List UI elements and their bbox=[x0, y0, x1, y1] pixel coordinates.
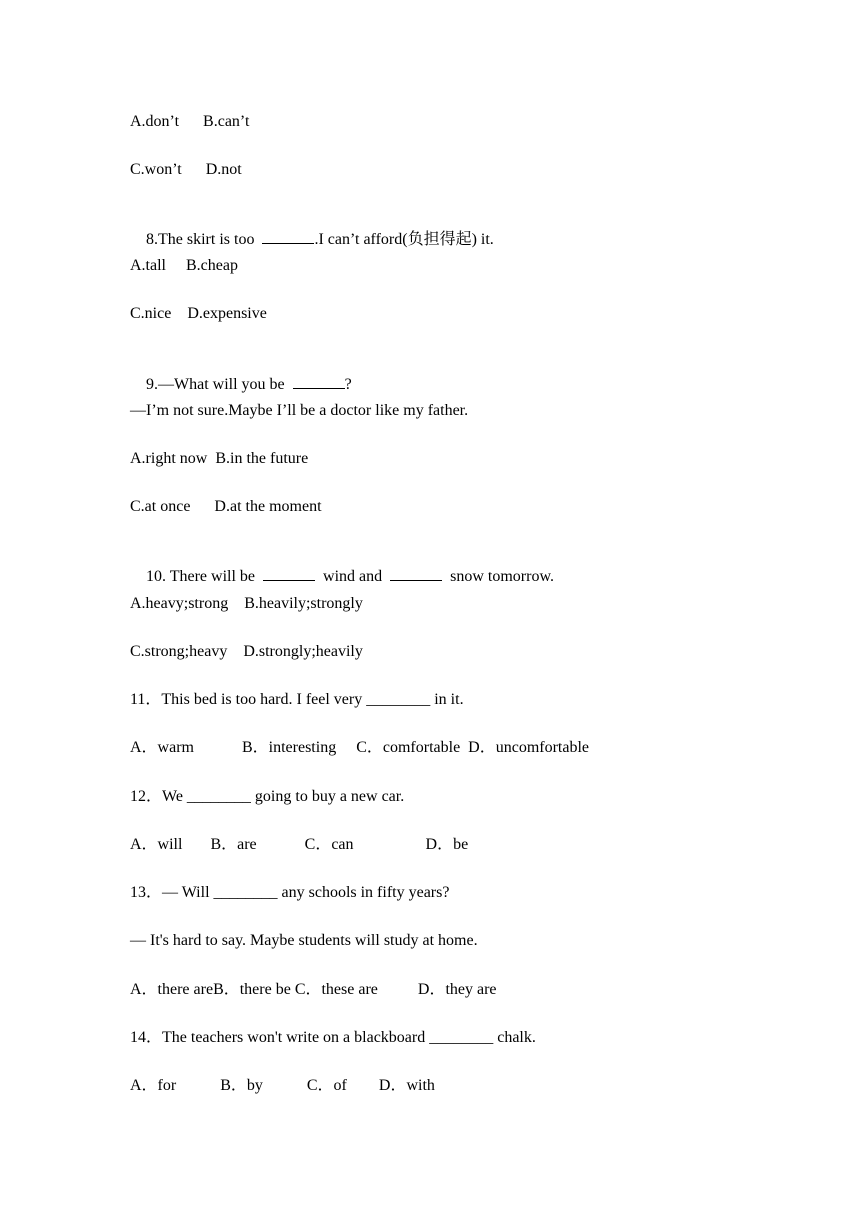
answer-blank bbox=[263, 565, 315, 581]
question-8 bbox=[130, 208, 494, 248]
q9-options-ab: A.right now B.in the future bbox=[130, 450, 309, 467]
q7-options-ab: A.don’t B.can’t bbox=[130, 113, 250, 130]
q13-options: A．there areB．there be C．these are D．they are bbox=[130, 981, 497, 998]
question-12: 12．We ________ going to buy a new car. bbox=[130, 788, 405, 805]
question-9 bbox=[130, 353, 352, 393]
q8-options-ab: A.tall B.cheap bbox=[130, 257, 238, 274]
q10-options-cd: C.strong;heavy D.strongly;heavily bbox=[130, 643, 363, 660]
answer-blank bbox=[293, 373, 345, 389]
q14-options: A．for B．by C．of D．with bbox=[130, 1077, 435, 1094]
q9-options-cd: C.at once D.at the moment bbox=[130, 498, 322, 515]
answer-blank bbox=[390, 565, 442, 581]
q12-options: A．will B．are C．can D．be bbox=[130, 836, 469, 853]
question-10-tail: snow tomorrow. bbox=[442, 568, 554, 585]
question-9-stem: 9.—What will you be bbox=[146, 376, 293, 393]
q9-answer: —I’m not sure.Maybe I’ll be a doctor like my father. bbox=[130, 402, 469, 419]
question-14: 14．The teachers won't write on a blackboard ________ chalk. bbox=[130, 1029, 536, 1046]
q13-answer: — It's hard to say. Maybe students will study at home. bbox=[130, 932, 478, 949]
question-10-stem: 10. There will be bbox=[146, 568, 264, 585]
q7-options-cd: C.won’t D.not bbox=[130, 161, 242, 178]
q10-options-ab: A.heavy;strong B.heavily;strongly bbox=[130, 595, 363, 612]
question-11: 11．This bed is too hard. I feel very ________ in it. bbox=[130, 691, 464, 708]
question-8-tail: .I can’t afford(负担得起) it. bbox=[314, 231, 494, 248]
question-9-tail: ? bbox=[344, 376, 352, 393]
question-8-stem: 8.The skirt is too bbox=[146, 231, 263, 248]
question-10-mid: wind and bbox=[315, 568, 391, 585]
question-13: 13．— Will ________ any schools in fifty years? bbox=[130, 884, 450, 901]
question-10 bbox=[130, 545, 554, 585]
answer-blank bbox=[262, 228, 314, 244]
q11-options: A．warm B．interesting C．comfortable D．uncomfortable bbox=[130, 739, 590, 756]
q8-options-cd: C.nice D.expensive bbox=[130, 305, 267, 322]
